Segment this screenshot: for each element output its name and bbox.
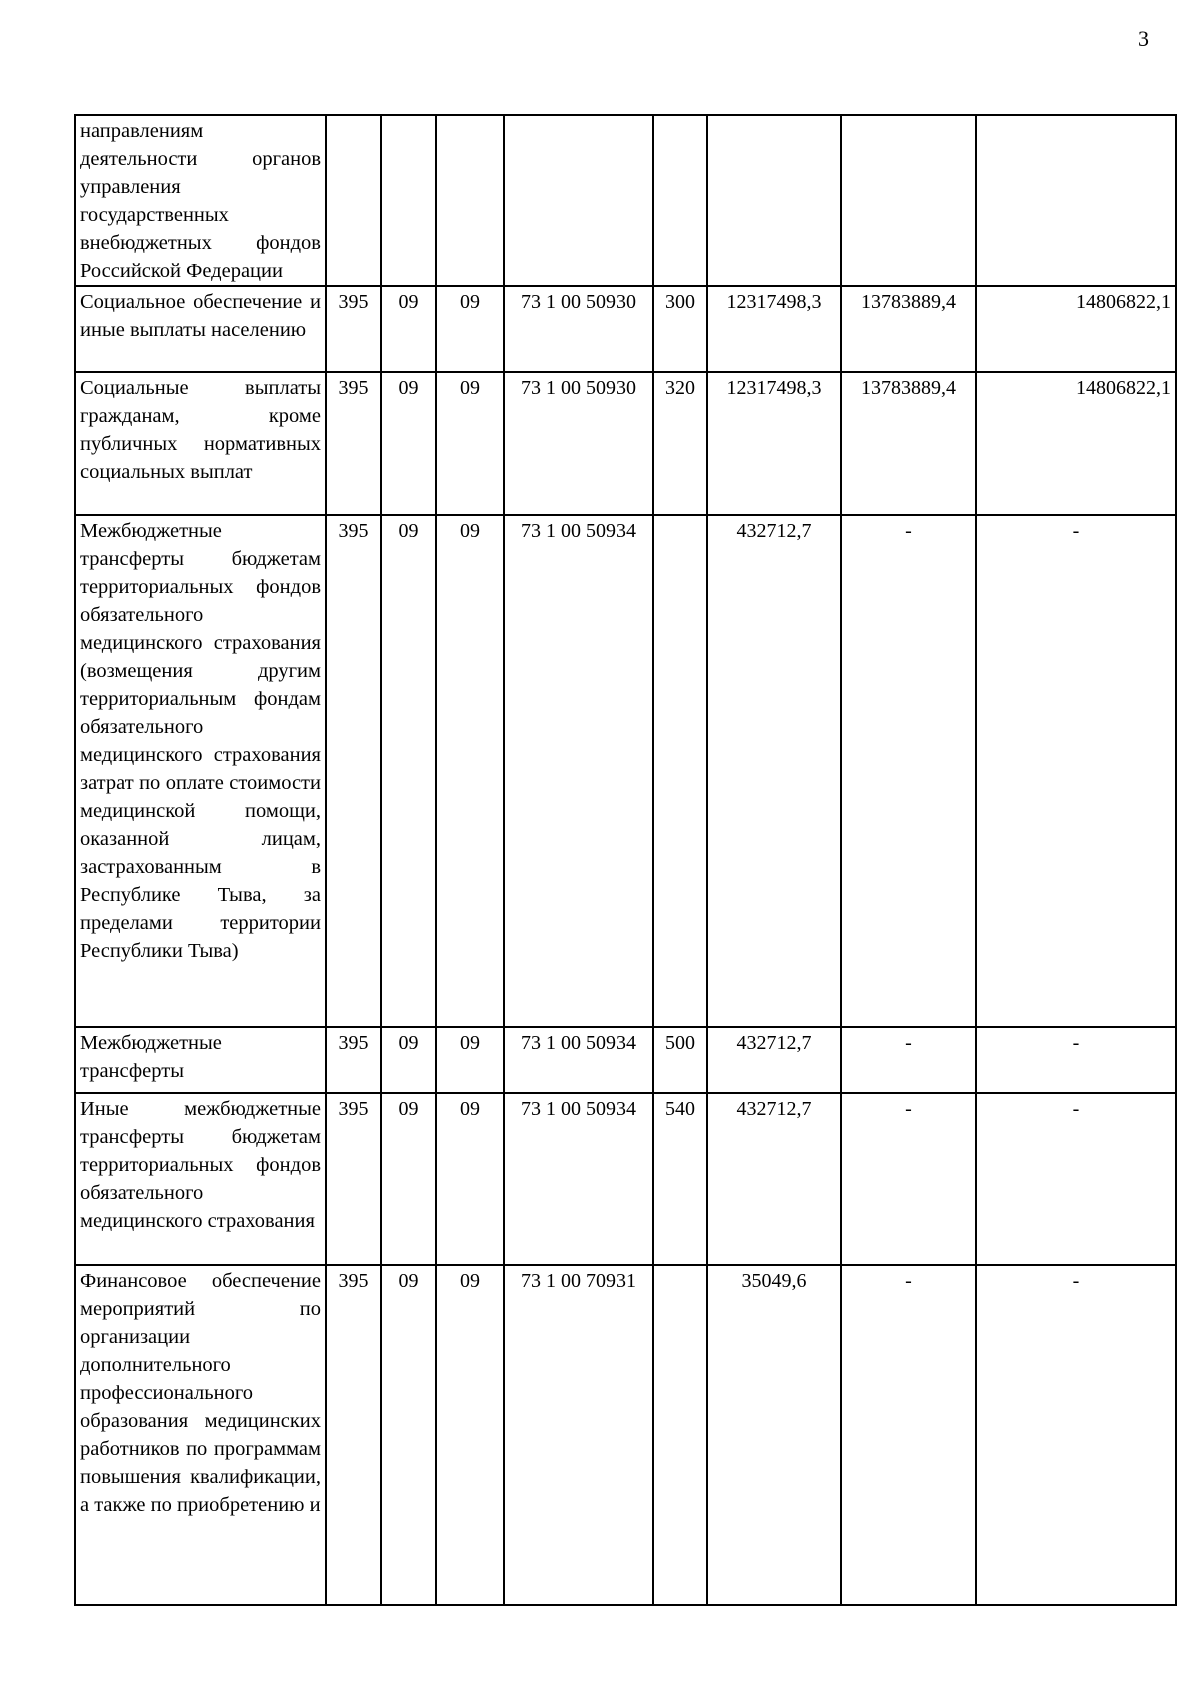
section-code: 09 bbox=[381, 1093, 436, 1265]
page-number: 3 bbox=[1138, 26, 1149, 51]
table-row bbox=[75, 372, 1176, 515]
sum-year-1: 432712,7 bbox=[707, 1093, 841, 1265]
table-row bbox=[75, 515, 1176, 1027]
admin-code: 395 bbox=[326, 1265, 381, 1605]
admin-code: 395 bbox=[326, 1093, 381, 1265]
sum-year-2: - bbox=[841, 515, 976, 1027]
expense-type-code bbox=[653, 115, 707, 286]
sum-year-2: - bbox=[841, 1265, 976, 1605]
admin-code: 395 bbox=[326, 1027, 381, 1093]
subsection-code: 09 bbox=[436, 286, 504, 372]
sum-year-3: 14806822,1 bbox=[976, 372, 1176, 515]
sum-year-1: 35049,6 bbox=[707, 1265, 841, 1605]
sum-year-1: 12317498,3 bbox=[707, 372, 841, 515]
table-row bbox=[75, 286, 1176, 372]
section-code: 09 bbox=[381, 1265, 436, 1605]
admin-code bbox=[326, 115, 381, 286]
expense-type-code: 300 bbox=[653, 286, 707, 372]
row-description: Межбюджетные трансферты бюджетам территориальных фондов обязательного медицинского страхования (возмещения другим территориальным фондам обязательного медицинского страхования затрат по оплате стоимости медицинской помощи, оказанной лицам, застрахованным в Республике Тыва, за пределами территории Республики Тыва) bbox=[75, 515, 326, 1027]
sum-year-1: 432712,7 bbox=[707, 1027, 841, 1093]
row-description: Финансовое обеспечение мероприятий по организации дополнительного профессионального образования медицинских работников по программам повышения квалификации, а также по приобретению и bbox=[75, 1265, 326, 1605]
sum-year-1: 12317498,3 bbox=[707, 286, 841, 372]
section-code: 09 bbox=[381, 515, 436, 1027]
subsection-code: 09 bbox=[436, 1093, 504, 1265]
table-row bbox=[75, 115, 1176, 286]
sum-year-3: 14806822,1 bbox=[976, 286, 1176, 372]
admin-code: 395 bbox=[326, 286, 381, 372]
sum-year-3 bbox=[976, 115, 1176, 286]
sum-year-2: 13783889,4 bbox=[841, 286, 976, 372]
admin-code: 395 bbox=[326, 515, 381, 1027]
target-article-code: 73 1 00 50930 bbox=[504, 286, 653, 372]
sum-year-3: - bbox=[976, 1265, 1176, 1605]
expense-type-code: 500 bbox=[653, 1027, 707, 1093]
row-description: направлениям деятельности органов управления государственных внебюджетных фондов Российской Федерации bbox=[75, 115, 326, 286]
row-description: Иные межбюджетные трансферты бюджетам территориальных фондов обязательного медицинского страхования bbox=[75, 1093, 326, 1265]
target-article-code: 73 1 00 50934 bbox=[504, 1093, 653, 1265]
subsection-code: 09 bbox=[436, 515, 504, 1027]
target-article-code bbox=[504, 115, 653, 286]
sum-year-3: - bbox=[976, 1027, 1176, 1093]
subsection-code: 09 bbox=[436, 1027, 504, 1093]
target-article-code: 73 1 00 50934 bbox=[504, 515, 653, 1027]
sum-year-3: - bbox=[976, 515, 1176, 1027]
expense-type-code: 320 bbox=[653, 372, 707, 515]
expense-type-code bbox=[653, 515, 707, 1027]
expense-type-code: 540 bbox=[653, 1093, 707, 1265]
admin-code: 395 bbox=[326, 372, 381, 515]
budget-table bbox=[74, 114, 1177, 1606]
target-article-code: 73 1 00 70931 bbox=[504, 1265, 653, 1605]
expense-type-code bbox=[653, 1265, 707, 1605]
section-code: 09 bbox=[381, 372, 436, 515]
table-row bbox=[75, 1265, 1176, 1605]
section-code bbox=[381, 115, 436, 286]
subsection-code bbox=[436, 115, 504, 286]
sum-year-1: 432712,7 bbox=[707, 515, 841, 1027]
row-description: Межбюджетные трансферты bbox=[75, 1027, 326, 1093]
section-code: 09 bbox=[381, 286, 436, 372]
subsection-code: 09 bbox=[436, 372, 504, 515]
sum-year-2: 13783889,4 bbox=[841, 372, 976, 515]
row-description: Социальные выплаты гражданам, кроме публичных нормативных социальных выплат bbox=[75, 372, 326, 515]
table-row bbox=[75, 1027, 1176, 1093]
target-article-code: 73 1 00 50930 bbox=[504, 372, 653, 515]
sum-year-3: - bbox=[976, 1093, 1176, 1265]
table-row bbox=[75, 1093, 1176, 1265]
sum-year-1 bbox=[707, 115, 841, 286]
sum-year-2: - bbox=[841, 1027, 976, 1093]
subsection-code: 09 bbox=[436, 1265, 504, 1605]
target-article-code: 73 1 00 50934 bbox=[504, 1027, 653, 1093]
sum-year-2: - bbox=[841, 1093, 976, 1265]
row-description: Социальное обеспечение и иные выплаты населению bbox=[75, 286, 326, 372]
sum-year-2 bbox=[841, 115, 976, 286]
section-code: 09 bbox=[381, 1027, 436, 1093]
